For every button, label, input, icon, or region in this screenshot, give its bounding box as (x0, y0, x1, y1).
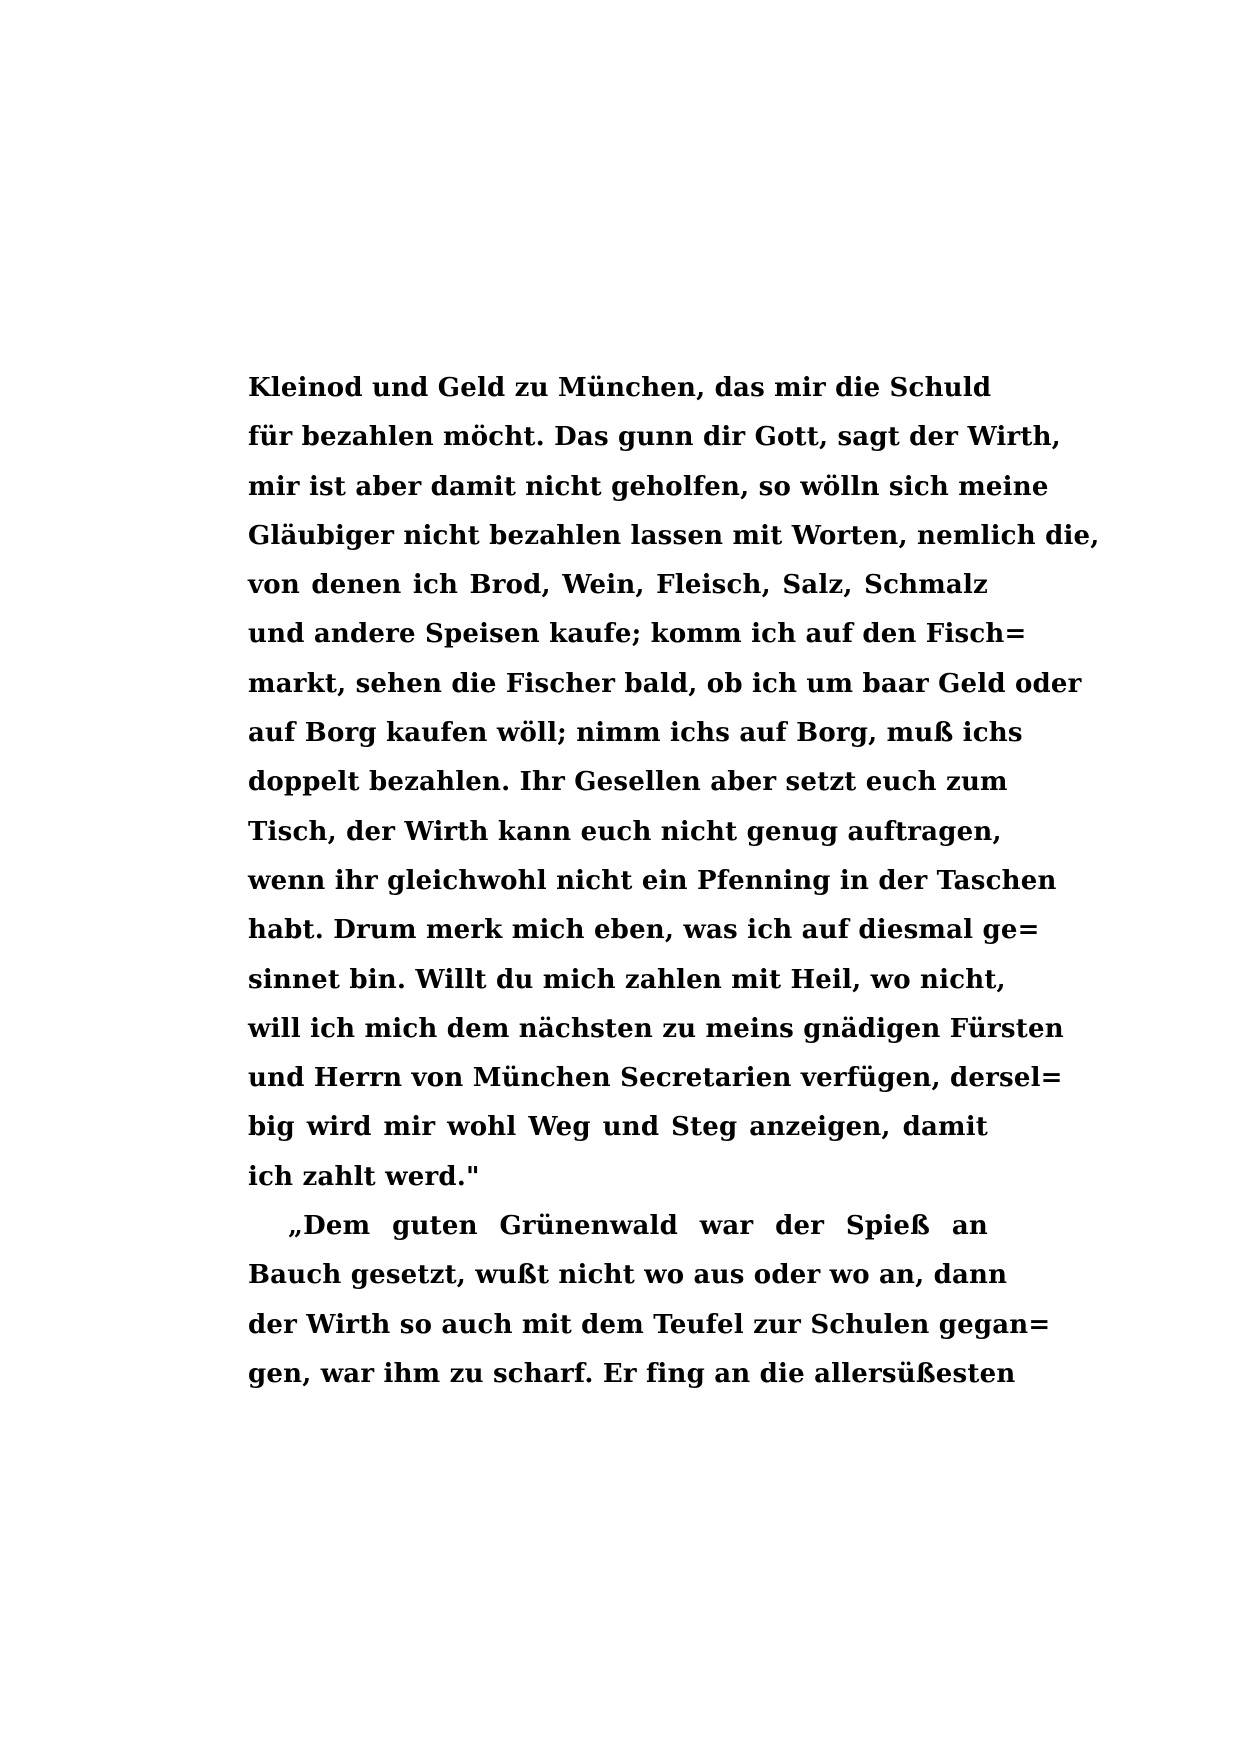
text-line: markt, sehen die Fischer bald, ob ich um baar Geld oder (248, 668, 1082, 699)
text-line: auf Borg kaufen wöll; nimm ichs auf Borg, muß ichs (248, 718, 1023, 749)
text-line: von denen ich Brod, Wein, Fleisch, Salz, Schmalz (248, 570, 988, 601)
text-line: ich zahlt werd." (248, 1161, 480, 1192)
text-line: gen, war ihm zu scharf. Er fing an die allersüßesten (248, 1358, 1016, 1389)
text-line: der Wirth so auch mit dem Teufel zur Schulen gegan= (248, 1309, 1051, 1340)
text-line: mir ist aber damit nicht geholfen, so wölln sich meine (248, 471, 1049, 502)
text-line: will ich mich dem nächsten zu meins gnädigen Fürsten (248, 1013, 1064, 1044)
text-line: Tisch, der Wirth kann euch nicht genug auftragen, (248, 816, 1002, 847)
text-line: wenn ihr gleichwohl nicht ein Pfenning in der Taschen (248, 865, 1057, 896)
text-line: Gläubiger nicht bezahlen lassen mit Worten, nemlich die, (248, 520, 1100, 551)
text-line: und andere Speisen kaufe; komm ich auf den Fisch= (248, 619, 1027, 650)
text-line: doppelt bezahlen. Ihr Gesellen aber setzt euch zum (248, 767, 1008, 798)
page-text-block (248, 364, 1100, 1399)
text-line: und Herrn von München Secretarien verfügen, dersel= (248, 1063, 1063, 1094)
text-line: „Dem guten Grünenwald war der Spieß an (288, 1211, 988, 1242)
text-line: Bauch gesetzt, wußt nicht wo aus oder wo an, dann (248, 1260, 1008, 1291)
text-line: habt. Drum merk mich eben, was ich auf diesmal ge= (248, 915, 1040, 946)
text-line: Kleinod und Geld zu München, das mir die Schuld (248, 373, 992, 403)
text-line: big wird mir wohl Weg und Steg anzeigen, damit (248, 1112, 988, 1143)
text-line: für bezahlen möcht. Das gunn dir Gott, sagt der Wirth, (248, 422, 1061, 453)
text-line: sinnet bin. Willt du mich zahlen mit Heil, wo nicht, (248, 964, 1006, 995)
